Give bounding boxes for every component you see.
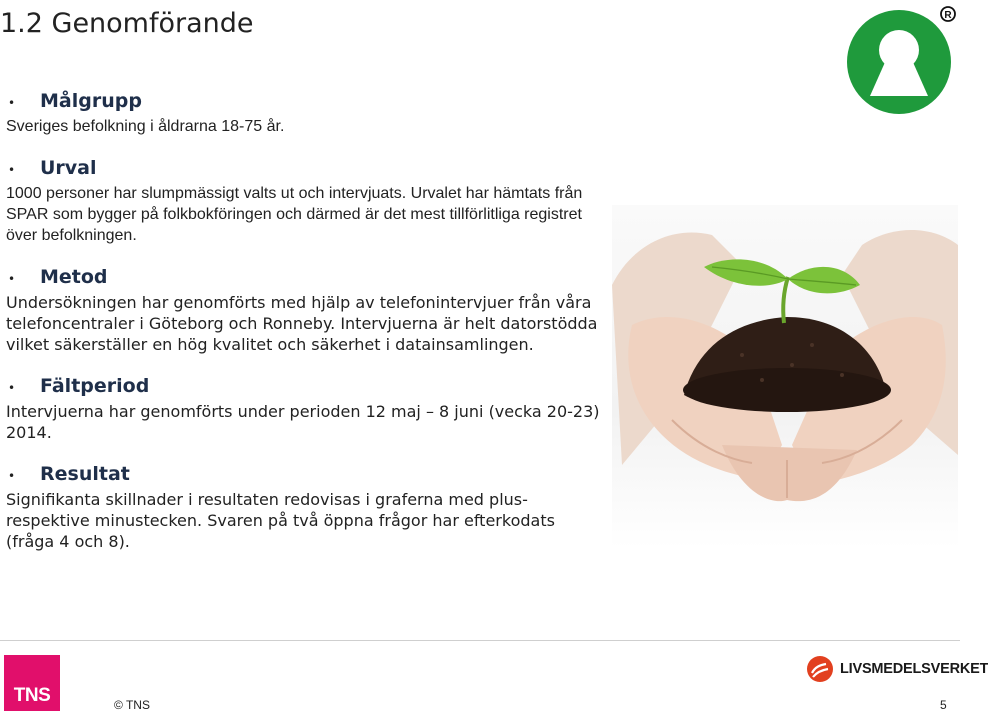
hands-holding-soil-seedling-image [612, 205, 958, 548]
bullet-icon: • [8, 96, 16, 110]
section-text: 1000 personer har slumpmässigt valts ut och intervjuats. Urvalet har hämtats från SPAR som bygger på folkbokföringen och därmed är det mest tillförlitliga registret över befolkningen. [6, 185, 583, 244]
bullet-icon: • [8, 163, 16, 177]
livsmedelsverket-logo [806, 655, 988, 683]
footer-divider [0, 640, 960, 641]
section-text: Signifikanta skillnader i resultaten redovisas i graferna med plus- respektive minustecken. Svaren på två öppna frågor har efterkodats (fråga 4 och 8). [6, 490, 555, 551]
section-heading: Resultat [40, 463, 130, 485]
bullet-icon: • [8, 469, 16, 483]
svg-text:R: R [944, 10, 952, 21]
section-heading: Urval [40, 157, 97, 179]
page-title: 1.2 Genomförande [0, 8, 254, 39]
section-heading: Fältperiod [40, 375, 150, 397]
section-malgrupp [6, 90, 606, 137]
section-text: Intervjuerna har genomförts under perioden 12 maj – 8 juni (vecka 20-23) 2014. [6, 402, 600, 442]
section-heading: Målgrupp [40, 90, 142, 112]
section-faltperiod [6, 375, 606, 443]
section-heading: Metod [40, 266, 108, 288]
section-text: Undersökningen har genomförts med hjälp av telefonintervjuer från våra telefoncentraler i Göteborg och Ronneby. Intervjuerna är helt datorstödda vilket säkerställer en hög kvalitet och säkerhet i datainsamlingen. [6, 293, 598, 354]
section-text: Sveriges befolkning i åldrarna 18-75 år. [6, 118, 285, 135]
page-number: 5 [940, 698, 947, 712]
section-metod [6, 266, 606, 355]
bullet-icon: • [8, 272, 16, 286]
bullet-icon: • [8, 381, 16, 395]
section-resultat [6, 463, 606, 552]
keyhole-logo-icon [846, 4, 956, 116]
tns-logo: TNS [4, 655, 60, 711]
copyright-text: © TNS [114, 698, 150, 712]
section-urval [6, 157, 606, 246]
registered-trademark-icon [941, 7, 955, 21]
livsmedelsverket-emblem-icon [806, 655, 834, 683]
livsmedelsverket-logo-text: LIVSMEDELSVERKET [840, 661, 988, 677]
content-area [6, 90, 606, 572]
